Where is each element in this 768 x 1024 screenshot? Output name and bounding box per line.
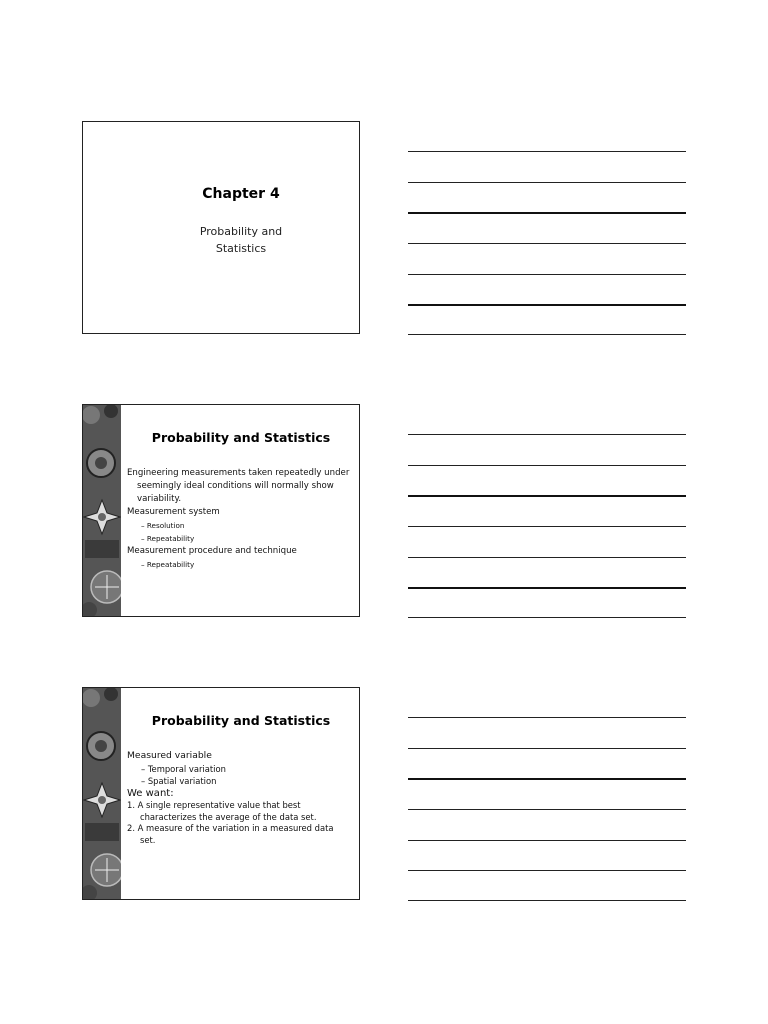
collage-graphic bbox=[83, 688, 121, 899]
gears-and-compass-collage-icon bbox=[83, 688, 121, 899]
note-line bbox=[408, 778, 686, 780]
sub-bullet-item: – Temporal variation bbox=[127, 763, 351, 776]
bullet-item: Measured variable bbox=[127, 750, 212, 761]
note-line bbox=[408, 151, 686, 152]
gears-and-compass-collage-icon bbox=[83, 405, 121, 616]
note-line bbox=[408, 557, 686, 558]
notes-lines-2 bbox=[408, 403, 686, 618]
slide-3 bbox=[82, 687, 360, 900]
slide-2-body bbox=[127, 467, 351, 571]
chapter-subtitle-line-1: Probability and bbox=[199, 225, 283, 238]
slide-1-title bbox=[82, 121, 360, 334]
chapter-subtitle-line-2: Statistics bbox=[215, 242, 267, 255]
bullet-item: We want: bbox=[127, 787, 174, 799]
note-line bbox=[408, 243, 686, 244]
notes-lines-1 bbox=[408, 120, 686, 335]
note-line bbox=[408, 334, 686, 335]
sub-bullet-item: – Repeatability bbox=[127, 558, 351, 571]
note-line bbox=[408, 617, 686, 618]
slide-2 bbox=[82, 404, 360, 617]
notes-lines-3 bbox=[408, 686, 686, 901]
note-line bbox=[408, 870, 686, 871]
slide-2-title: Probability and Statistics bbox=[151, 430, 331, 445]
note-line bbox=[408, 182, 686, 183]
note-line bbox=[408, 809, 686, 810]
collage-graphic bbox=[83, 405, 121, 616]
slide-3-body bbox=[127, 750, 351, 846]
note-line bbox=[408, 304, 686, 306]
note-line bbox=[408, 526, 686, 527]
note-line bbox=[408, 900, 686, 901]
note-line bbox=[408, 717, 686, 718]
bullet-item: Measurement system bbox=[127, 507, 220, 517]
chapter-subtitle bbox=[83, 223, 359, 257]
note-line bbox=[408, 748, 686, 749]
numbered-item: 1. A single representative value that best characterizes the average of the data set. bbox=[127, 800, 317, 822]
note-line bbox=[408, 434, 686, 435]
bullet-item: Engineering measurements taken repeatedly under seemingly ideal conditions will normally show variability. bbox=[127, 468, 350, 504]
note-line bbox=[408, 212, 686, 214]
bullet-item: Measurement procedure and technique bbox=[127, 546, 297, 556]
sub-bullet-item: – Spatial variation bbox=[127, 775, 351, 788]
note-line bbox=[408, 495, 686, 497]
note-line bbox=[408, 274, 686, 275]
note-line bbox=[408, 840, 686, 841]
sub-bullet-item: – Resolution bbox=[127, 519, 351, 532]
note-line bbox=[408, 587, 686, 589]
slide-3-title: Probability and Statistics bbox=[151, 713, 331, 728]
note-line bbox=[408, 465, 686, 466]
sub-bullet-item: – Repeatability bbox=[127, 532, 351, 545]
chapter-heading: Chapter 4 bbox=[202, 186, 280, 202]
numbered-item: 2. A measure of the variation in a measured data set. bbox=[127, 823, 334, 845]
